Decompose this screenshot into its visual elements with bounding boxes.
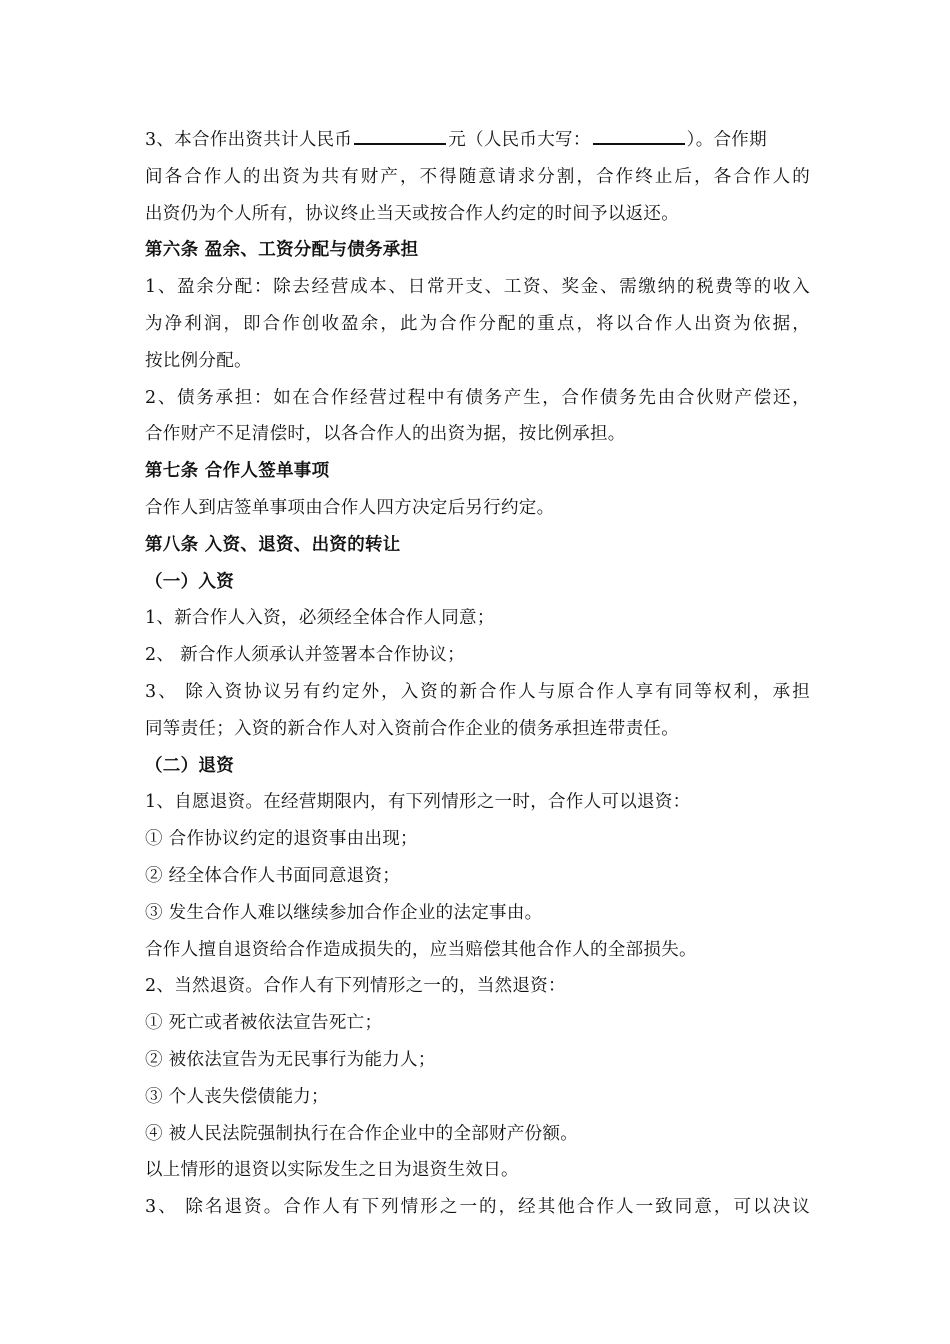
list-item: 2、 新合作人须承认并签署本合作协议；	[145, 645, 465, 666]
clause-heading: 第七条 合作人签单事项	[145, 461, 330, 482]
list-subitem: ① 合作协议约定的退资事由出现；	[145, 829, 418, 850]
paragraph-line: 合作人到店签单事项由合作人四方决定后另行约定。	[145, 497, 555, 518]
list-subitem: ② 被依法宣告为无民事行为能力人；	[145, 1049, 436, 1070]
paragraph-line: 同等责任；入资的新合作人对入资前合作企业的债务承担连带责任。	[145, 718, 679, 739]
list-item: 1、新合作人入资，必须经全体合作人同意；	[145, 608, 495, 629]
amount-words-blank	[593, 125, 685, 145]
list-item: 3、 除入资协议另有约定外，入资的新合作人与原合作人享有同等权利，承担	[145, 681, 810, 702]
list-subitem: ③ 发生合作人难以继续参加合作企业的法定事由。	[145, 902, 543, 923]
document-page	[145, 122, 810, 1226]
subsection-heading: （一）入资	[145, 571, 234, 592]
list-subitem: ③ 个人丧失偿债能力；	[145, 1086, 329, 1107]
paragraph-line: 按比例分配。	[145, 350, 252, 371]
paragraph-line: 1、盈余分配：除去经营成本、日常开支、工资、奖金、需缴纳的税费等的收入	[145, 277, 810, 298]
list-item: 2、当然退资。合作人有下列情形之一的，当然退资：	[145, 976, 566, 997]
text-fragment: 3、本合作出资共计人民币	[145, 130, 353, 150]
paragraph-line: 合作财产不足清偿时，以各合作人的出资为据，按比例承担。	[145, 424, 626, 445]
paragraph-line	[145, 122, 810, 159]
paragraph-line: 出资仍为个人所有，协议终止当天或按合作人约定的时间予以返还。	[145, 203, 679, 224]
paragraph-line: 2、债务承担：如在合作经营过程中有债务产生，合作债务先由合伙财产偿还，	[145, 387, 810, 408]
list-subitem: ④ 被人民法院强制执行在合作企业中的全部财产份额。	[145, 1123, 579, 1144]
clause-heading: 第八条 入资、退资、出资的转让	[145, 534, 401, 555]
paragraph-line: 为净利润，即合作创收盈余，此为合作分配的重点，将以合作人出资为依据，	[145, 313, 810, 334]
text-fragment: ）。合作期	[686, 130, 767, 150]
paragraph-line: 以上情形的退资以实际发生之日为退资生效日。	[145, 1160, 519, 1181]
list-item: 3、 除名退资。合作人有下列情形之一的，经其他合作人一致同意，可以决议	[145, 1197, 810, 1218]
list-item: 1、自愿退资。在经营期限内，有下列情形之一时，合作人可以退资：	[145, 792, 691, 813]
list-subitem: ① 死亡或者被依法宣告死亡；	[145, 1013, 383, 1034]
list-subitem: ② 经全体合作人书面同意退资；	[145, 865, 401, 886]
paragraph-line: 合作人擅自退资给合作造成损失的，应当赔偿其他合作人的全部损失。	[145, 939, 697, 960]
paragraph-line: 间各合作人的出资为共有财产，不得随意请求分割，合作终止后，各合作人的	[145, 166, 810, 187]
subsection-heading: （二）退资	[145, 755, 234, 776]
amount-blank	[354, 125, 446, 145]
clause-heading: 第六条 盈余、工资分配与债务承担	[145, 240, 419, 261]
text-fragment: 元（人民币大写：	[448, 130, 591, 150]
